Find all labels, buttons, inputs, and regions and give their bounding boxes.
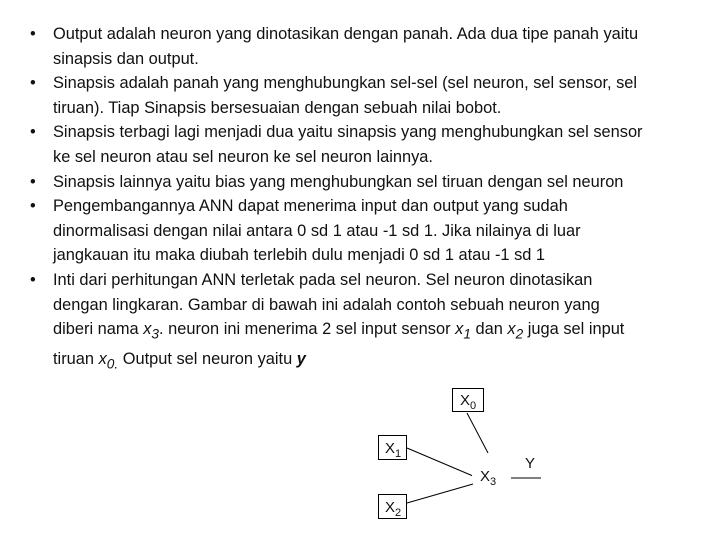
bullet-line: Inti dari perhitungan ANN terletak pada sel neuron. Sel neuron dinotasikan bbox=[53, 270, 593, 289]
node-x0 bbox=[452, 388, 484, 412]
bullet-line: dengan lingkaran. Gambar di bawah ini adalah contoh sebuah neuron yang bbox=[53, 295, 600, 314]
var-x3: x bbox=[143, 320, 152, 339]
bullet-dot: • bbox=[30, 123, 36, 142]
bullet-line: Sinapsis adalah panah yang menghubungkan sel-sel (sel neuron, sel sensor, sel bbox=[53, 74, 638, 93]
text-run: tiruan bbox=[53, 350, 99, 368]
bullet-line: ke sel neuron atau sel neuron ke sel neuron lainnya. bbox=[53, 147, 433, 166]
bullet-line: Pengembangannya ANN dapat menerima input dan output yang sudah bbox=[53, 197, 568, 216]
var-x1-sub: 1 bbox=[463, 326, 471, 342]
node-x0-label: X bbox=[460, 392, 471, 409]
var-x2-sub: 2 bbox=[515, 326, 524, 342]
synapse-x1-x3 bbox=[407, 448, 473, 476]
node-x0-sub: 0 bbox=[470, 400, 477, 412]
node-x1 bbox=[378, 435, 407, 460]
bullet-line: jangkauan itu maka diubah terlebih dulu menjadi 0 sd 1 atau -1 sd 1 bbox=[53, 246, 546, 265]
node-x3-sub: 3 bbox=[490, 476, 497, 488]
bullet-line: Output adalah neuron yang dinotasikan dengan panah. Ada dua tipe panah yaitu bbox=[53, 25, 639, 43]
node-x2-label: X bbox=[385, 499, 396, 516]
node-x1-sub: 1 bbox=[395, 448, 402, 460]
text-run: Output sel neuron yaitu bbox=[118, 350, 297, 368]
node-x3-label: X bbox=[480, 468, 491, 485]
var-x1: x bbox=[455, 320, 464, 339]
var-x2: x bbox=[507, 320, 516, 339]
bullet-line: Sinapsis terbagi lagi menjadi dua yaitu sinapsis yang menghubungkan sel sensor bbox=[53, 123, 643, 142]
bullet-dot: • bbox=[30, 197, 36, 216]
var-x0: x bbox=[98, 350, 107, 368]
bullet-dot: • bbox=[30, 74, 36, 93]
node-x3 bbox=[472, 453, 511, 498]
text-run: diberi nama bbox=[53, 320, 144, 339]
bullet-line: Sinapsis lainnya yaitu bias yang menghubungkan sel tiruan dengan sel neuron bbox=[53, 172, 624, 191]
node-x2-sub: 2 bbox=[395, 507, 402, 519]
var-x3-sub: 3 bbox=[151, 326, 160, 342]
synapse-x0-x3 bbox=[467, 413, 488, 453]
node-x1-label: X bbox=[385, 440, 396, 457]
bullet-dot: • bbox=[30, 270, 36, 289]
var-y: y bbox=[296, 350, 306, 368]
bullet-line: sinapsis dan output. bbox=[53, 49, 199, 68]
text-run: dan bbox=[470, 320, 508, 339]
bullet-dot: • bbox=[30, 25, 36, 43]
node-x2 bbox=[378, 494, 407, 519]
var-x0-sub: 0. bbox=[106, 356, 119, 372]
text-run: . neuron ini menerima 2 sel input sensor bbox=[159, 320, 456, 339]
bullet-line: tiruan). Tiap Sinapsis bersesuaian dengan sebuah nilai bobot. bbox=[53, 98, 502, 117]
bullet-line: dinormalisasi dengan nilai antara 0 sd 1 atau -1 sd 1. Jika nilainya di luar bbox=[53, 221, 581, 240]
bullet-dot: • bbox=[30, 172, 36, 191]
output-y-label: Y bbox=[525, 455, 536, 472]
text-run: juga sel input bbox=[523, 320, 625, 339]
synapse-x2-x3 bbox=[407, 484, 473, 503]
